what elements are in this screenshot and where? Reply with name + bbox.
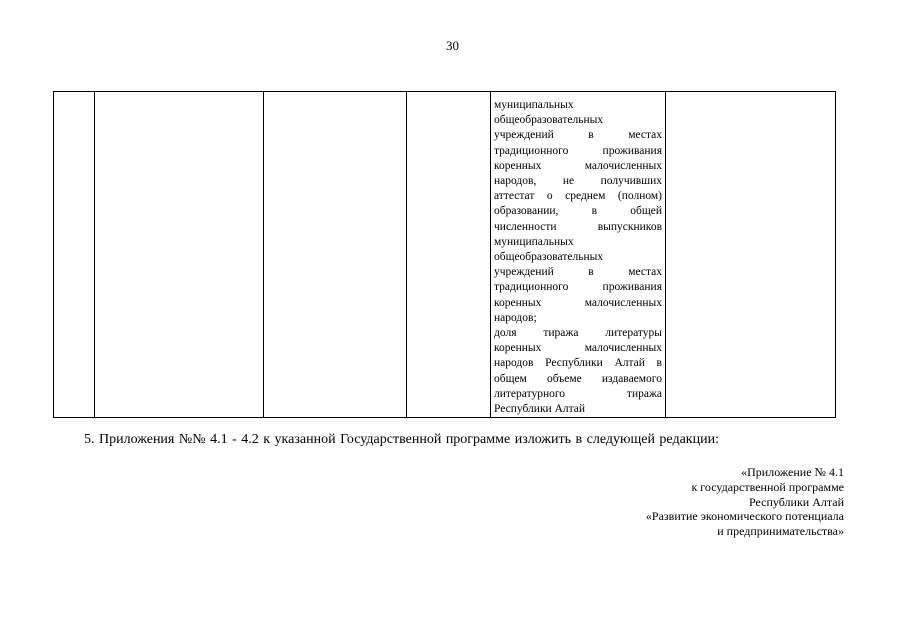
indicator-text-line: учреждений в местах — [494, 129, 662, 142]
page-number: 30 — [446, 38, 459, 53]
indicator-text-line: Республики Алтай — [494, 403, 586, 416]
program-indicators-table — [53, 91, 836, 418]
table-cell-number — [54, 92, 95, 418]
table-cell-executor — [264, 92, 407, 418]
amendment-paragraph: 5. Приложения №№ 4.1 - 4.2 к указанной Государственной программе изложить в следующей редакции: — [84, 432, 719, 447]
appendix-header — [646, 465, 844, 539]
indicator-text — [491, 92, 665, 417]
table-cell-indicators — [491, 92, 666, 418]
appendix-subtitle-line: и предпринимательства» — [717, 524, 844, 539]
indicator-text-line: общеобразовательных — [494, 114, 604, 127]
indicator-text-line: коренных малочисленных — [494, 159, 662, 172]
indicator-text-line: традиционного проживания — [494, 281, 662, 294]
indicator-text-line: муниципальных — [494, 99, 574, 111]
appendix-title: «Приложение № 4.1 — [741, 465, 844, 479]
indicator-text-line: общеобразовательных — [494, 251, 604, 264]
indicator-text-line: литературного тиража — [494, 387, 662, 400]
appendix-subtitle-line: Республики Алтай — [749, 494, 844, 509]
indicator-text-line: численности выпускников — [494, 220, 662, 233]
indicator-text-line: учреждений в местах — [494, 266, 662, 279]
indicator-text-line: общем объеме издаваемого — [494, 372, 662, 385]
indicator-text-line: аттестат о среднем (полном) — [494, 190, 662, 203]
indicator-text-line: коренных малочисленных — [494, 342, 662, 355]
indicator-text-line: народов Республики Алтай в — [494, 357, 662, 370]
indicator-text-line: коренных малочисленных — [494, 296, 662, 309]
indicator-text-line: народов; — [494, 311, 537, 324]
indicator-text-line: доля тиража литературы — [494, 327, 662, 340]
appendix-subtitle-line: к государственной программе — [691, 479, 844, 494]
table-row — [54, 92, 836, 418]
indicator-text-line: народов, не получивших — [494, 175, 662, 188]
table-cell-results — [666, 92, 836, 418]
table-cell-period — [407, 92, 491, 418]
table-cell-goal — [95, 92, 264, 418]
indicator-text-line: традиционного проживания — [494, 144, 662, 157]
indicator-text-line: муниципальных — [494, 235, 574, 248]
indicator-text-line: образовании, в общей — [494, 205, 662, 218]
appendix-subtitle-line: «Развитие экономического потенциала — [645, 509, 844, 524]
